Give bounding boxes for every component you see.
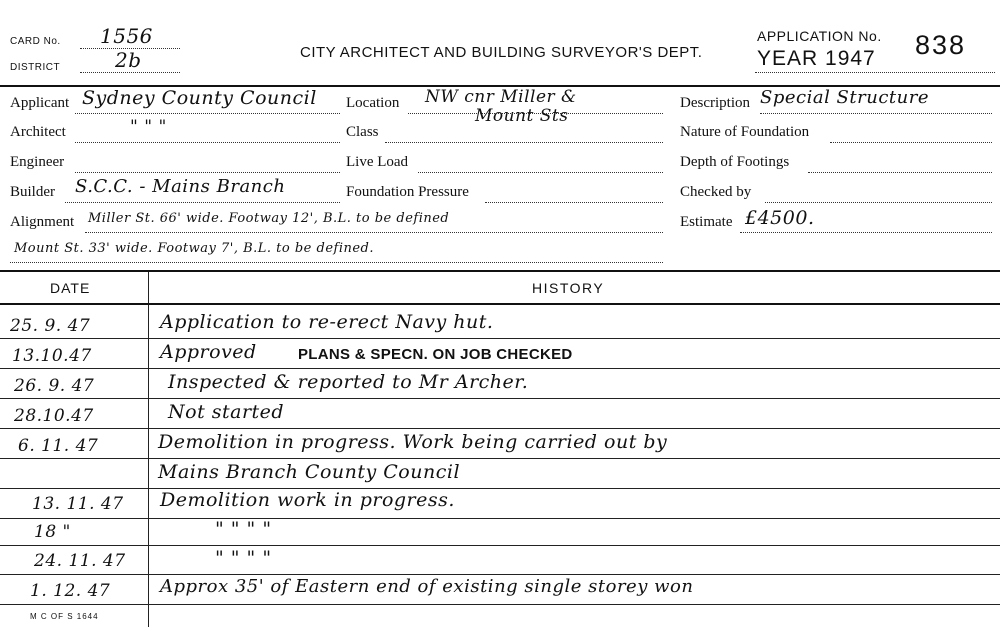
- history-column-header: HISTORY: [532, 280, 605, 296]
- location-value-1: NW cnr Miller &: [425, 87, 577, 107]
- row-entry: Approved: [160, 341, 257, 363]
- estimate-label: Estimate: [680, 214, 733, 230]
- row-date: 1. 12. 47: [30, 581, 111, 601]
- row-date: 13.10.47: [12, 346, 92, 366]
- row-date: 25. 9. 47: [10, 316, 91, 336]
- row-entry: Approx 35' of Eastern end of existing single storey won: [160, 576, 694, 597]
- card-no-label: CARD No.: [10, 36, 61, 47]
- checked-stamp: PLANS & SPECN. ON JOB CHECKED: [298, 346, 573, 363]
- district-label: DISTRICT: [10, 62, 61, 73]
- row-entry: Inspected & reported to Mr Archer.: [168, 371, 529, 393]
- date-column-header: DATE: [50, 280, 91, 296]
- row-entry: Not started: [168, 401, 285, 423]
- builder-value: S.C.C. - Mains Branch: [75, 176, 286, 197]
- estimate-value: £4500.: [745, 207, 815, 229]
- architect-value: " " ": [130, 117, 167, 137]
- applicant-label: Applicant: [10, 95, 70, 111]
- location-label: Location: [346, 95, 400, 111]
- row-entry: Application to re-erect Navy hut.: [160, 311, 494, 333]
- year-label: YEAR 1947: [757, 47, 876, 70]
- alignment-label: Alignment: [10, 214, 75, 230]
- checked-by-label: Checked by: [680, 184, 752, 200]
- row-entry: " " " ": [215, 518, 272, 540]
- row-date: 26. 9. 47: [14, 376, 95, 396]
- row-date: 28.10.47: [14, 406, 94, 426]
- live-load-label: Live Load: [346, 154, 409, 170]
- row-entry: Demolition in progress. Work being carried out by: [158, 431, 668, 453]
- nature-of-foundation-label: Nature of Foundation: [680, 124, 810, 140]
- architect-label: Architect: [10, 124, 66, 140]
- builder-label: Builder: [10, 184, 55, 200]
- row-date: 6. 11. 47: [18, 436, 99, 456]
- class-label: Class: [346, 124, 379, 140]
- foundation-pressure-label: Foundation Pressure: [346, 184, 469, 200]
- alignment-value-2: Mount St. 33' wide. Footway 7', B.L. to be defined.: [14, 241, 375, 256]
- description-value: Special Structure: [760, 87, 929, 108]
- card-no-value: 1556: [100, 24, 153, 48]
- dept-title: CITY ARCHITECT AND BUILDING SURVEYOR'S DEPT.: [300, 44, 703, 61]
- description-label: Description: [680, 95, 750, 111]
- engineer-label: Engineer: [10, 154, 65, 170]
- row-entry: Demolition work in progress.: [160, 489, 455, 511]
- form-code: M C OF S 1644: [30, 612, 99, 621]
- row-date: 24. 11. 47: [34, 551, 126, 571]
- applicant-value: Sydney County Council: [82, 87, 317, 109]
- row-date: 13. 11. 47: [32, 494, 124, 514]
- alignment-value-1: Miller St. 66' wide. Footway 12', B.L. to be defined: [88, 211, 450, 226]
- application-number: 838: [915, 30, 967, 60]
- row-date: 18 ": [34, 522, 71, 542]
- application-label: APPLICATION No.: [757, 28, 882, 44]
- district-value: 2b: [115, 48, 142, 72]
- depth-of-footings-label: Depth of Footings: [680, 154, 790, 170]
- location-value-2: Mount Sts: [475, 106, 569, 126]
- row-entry: Mains Branch County Council: [158, 461, 461, 483]
- row-entry: " " " ": [215, 547, 272, 569]
